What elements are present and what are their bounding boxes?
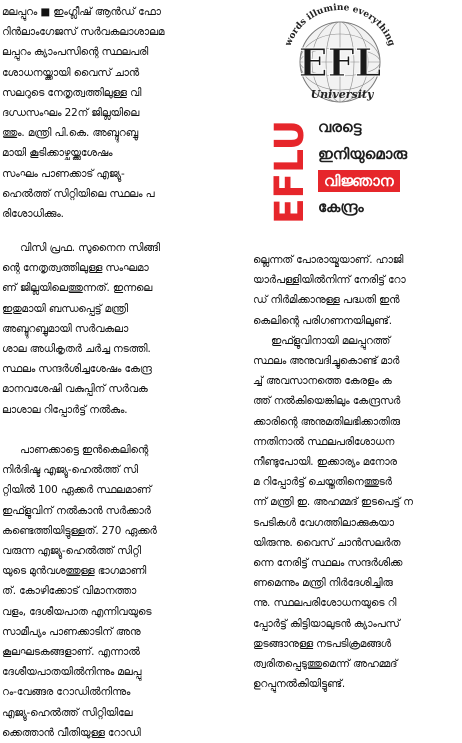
headline-line-3-highlight: വിജ്ഞാന [318, 170, 400, 192]
article-line [2, 420, 250, 440]
article-line: ല്ലെന്നത് പോരായ്മയാണ്. ഹാജി [253, 254, 404, 266]
article-line: ന്ന് മന്ത്രി ഇ. അഹമ്മദ് ഇടപെട്ട് ന [253, 496, 413, 509]
article-line: അബ്ദുറബ്ബുമായി സർവകലാ [2, 322, 129, 335]
article-line: യാർപള്ളിയിൽനിന്ന് നേരിട്ട് റോ [253, 274, 406, 287]
article-line: ലപ്പുറം ക്യാംപസിന്റെ സ്ഥലപരി [2, 46, 149, 59]
article-line: ഡ് നിർമിക്കാനുള്ള പദ്ധതി ഇൻ [253, 294, 400, 307]
article-line: ന്നു. സ്ഥലപരിശോധനയുടെ റി [253, 597, 397, 610]
article-line: മാനവശേഷി വകുപ്പിന് സർവക [2, 383, 148, 396]
article-line: ന്നതിനാൽ സ്ഥലപരിശോധന [253, 435, 395, 448]
article-right-column [253, 250, 461, 694]
article-left-column-bottom [2, 238, 250, 743]
article-line: കൂലഘടകങ്ങളാണ്. എന്നാൽ [2, 646, 140, 659]
article-line: ന്റെ നേതൃത്വത്തിലുള്ള സംഘമാ [2, 262, 149, 275]
article-line: റിൻലാംഗേജസ് സർവകലാശാലമ [2, 26, 165, 39]
article-line: ശോധനയ്ക്കായി വൈസ് ചാൻ [2, 66, 139, 79]
article-line: ന്നെ നേരിട്ട് സ്ഥലം സന്ദർശിക്ക [253, 557, 403, 570]
article-line: ത്വരിതപ്പെടുത്തുമെന്ന് അഹമ്മദ് [253, 658, 398, 671]
article-line: ച്ച് അവസാനത്തെ കേരളം ക [253, 375, 392, 388]
efl-university-logo [268, 0, 410, 108]
article-line: റ്റിയിൽ 100 ഏക്കർ സ്ഥലമാണ് [2, 484, 152, 497]
article-line: ണമെന്നും മന്ത്രി നിർദേശിച്ചിരു [253, 577, 393, 590]
article-line: ഹെൽത്ത് സിറ്റിയിലെ സ്ഥലം പ [2, 187, 155, 200]
article-line: ടപടികൾ വേഗത്തിലാക്കുകയാ [253, 516, 394, 529]
logo-letters: EFL [298, 40, 382, 85]
headline-line-1: വരട്ടെ [318, 118, 362, 136]
headline-line-4: കേന്ദ്രം [318, 198, 364, 216]
article-line: സലറുടെ നേതൃത്വത്തിലുള്ള വി [2, 86, 142, 99]
article-left-column-top [2, 2, 264, 224]
article-line: മായി കൂടിക്കാഴ്ചയ്ക്കുശേഷം [2, 147, 113, 160]
article-line: യുടെ മുൻവശത്തുള്ള ഭാഗമാണി [2, 565, 147, 578]
article-line: ഇതുമായി ബന്ധപ്പെട്ട് മന്ത്രി [2, 302, 129, 315]
article-line: ഇഫ്ളുവിന് നൽകാൻ സർക്കാർ [2, 504, 151, 517]
article-line: ശാല അധികൃതർ ചർച്ച നടത്തി. [2, 343, 151, 356]
article-line: സ്ഥലം സന്ദർശിച്ചശേഷം കേന്ദ്ര [2, 363, 152, 376]
article-line: സാമീപ്യം പാണക്കാടിന് അനു [2, 625, 141, 638]
article-line: കണ്ടെത്തിയിട്ടുള്ളത്. 270 ഏക്കർ [2, 524, 157, 537]
article-line: തുടങ്ങാനുള്ള നടപടിക്രമങ്ങൾ [253, 637, 391, 650]
article-line: ക്കെത്താൻ വീതിയുള്ള റോഡി [2, 726, 141, 739]
article-line: യിരുന്നു. വൈസ് ചാൻസലർത [253, 536, 401, 549]
article-line: ലാശാല റിപ്പോർട്ട് നൽകും. [2, 403, 128, 416]
article-line: മ റിപ്പോർട്ട് ചെയ്തതിനെത്തുടർ [253, 476, 392, 489]
article-line: കെലിന്റെ പരിഗണനയിലുണ്ട്. [253, 314, 392, 327]
article-line: ണ് ജില്ലയിലെത്തുന്നത്. ഇന്നലെ [2, 282, 153, 295]
article-line: മലപ്പുറം ■ ഇംഗ്ലീഷ് ആൻഡ് ഫോ [2, 6, 161, 18]
article-line: ക്കാരിന്റെ അനുമതിലഭിക്കാതിരു [253, 415, 400, 428]
headline-block [267, 112, 460, 226]
article-line: വരുന്ന എജ്യു-ഹെൽത്ത് സിറ്റി [2, 545, 142, 558]
article-line: രിശോധിക്കും. [2, 208, 64, 221]
article-line: പാണക്കാട്ടെ ഇൻകെലിന്റെ [20, 444, 149, 457]
article-line: നിർദിഷ്ട എജ്യു-ഹെൽത്ത് സി [2, 464, 138, 477]
article-line: ഇഫ്ളുവിനായി മലപ്പുറത്ത് [271, 334, 391, 347]
article-line: ഉറപ്പുനൽകിയിട്ടുണ്ട്. [253, 678, 346, 691]
article-line: റം-വേങ്ങര റോഡിൽനിന്നും [2, 686, 131, 699]
headline-line-2: ഇനിയുമൊരു [318, 145, 408, 163]
article-line: ത്തും. മന്ത്രി പി.കെ. അബ്ദുറബ്ബു [2, 127, 138, 140]
logo-arc-text: words illumine everything [283, 2, 397, 48]
article-line: നീണ്ടുപോയി. ഇക്കാര്യം മനോര [253, 456, 397, 469]
article-line: വിസി പ്രഫ. സുനൈന സിങ്ങി [20, 242, 160, 254]
logo-bottom-text: University [310, 88, 374, 101]
article-line: ദഗ്ധസംഘം 22ന് ജില്ലയിലെ [2, 107, 140, 120]
article-line: ത്ത് നൽകിയെങ്കിലും കേന്ദ്രസർ [253, 395, 401, 408]
article-line: സ്ഥലം അനുവദിച്ചുകൊണ്ട് മാർ [253, 355, 400, 368]
eflu-vertical-word [267, 112, 313, 226]
article-line: ദേശീയപാതയിൽനിന്നും മലപ്പു [2, 666, 142, 679]
article-line: വളം, ദേശീയപാത എന്നിവയുടെ [2, 605, 152, 618]
article-line: ത്. കോഴിക്കോട് വിമാനത്താ [2, 585, 137, 598]
eflu-side-text: EFLU [267, 112, 313, 224]
article-line: എജ്യു-ഹെൽത്ത് സിറ്റിയിലേ [2, 706, 133, 719]
article-line: സംഘം പാണക്കാട് എജ്യു- [2, 167, 125, 180]
article-line: പ്പോർട്ട് കിട്ടിയാലുടൻ ക്യാംപസ് [253, 617, 400, 630]
